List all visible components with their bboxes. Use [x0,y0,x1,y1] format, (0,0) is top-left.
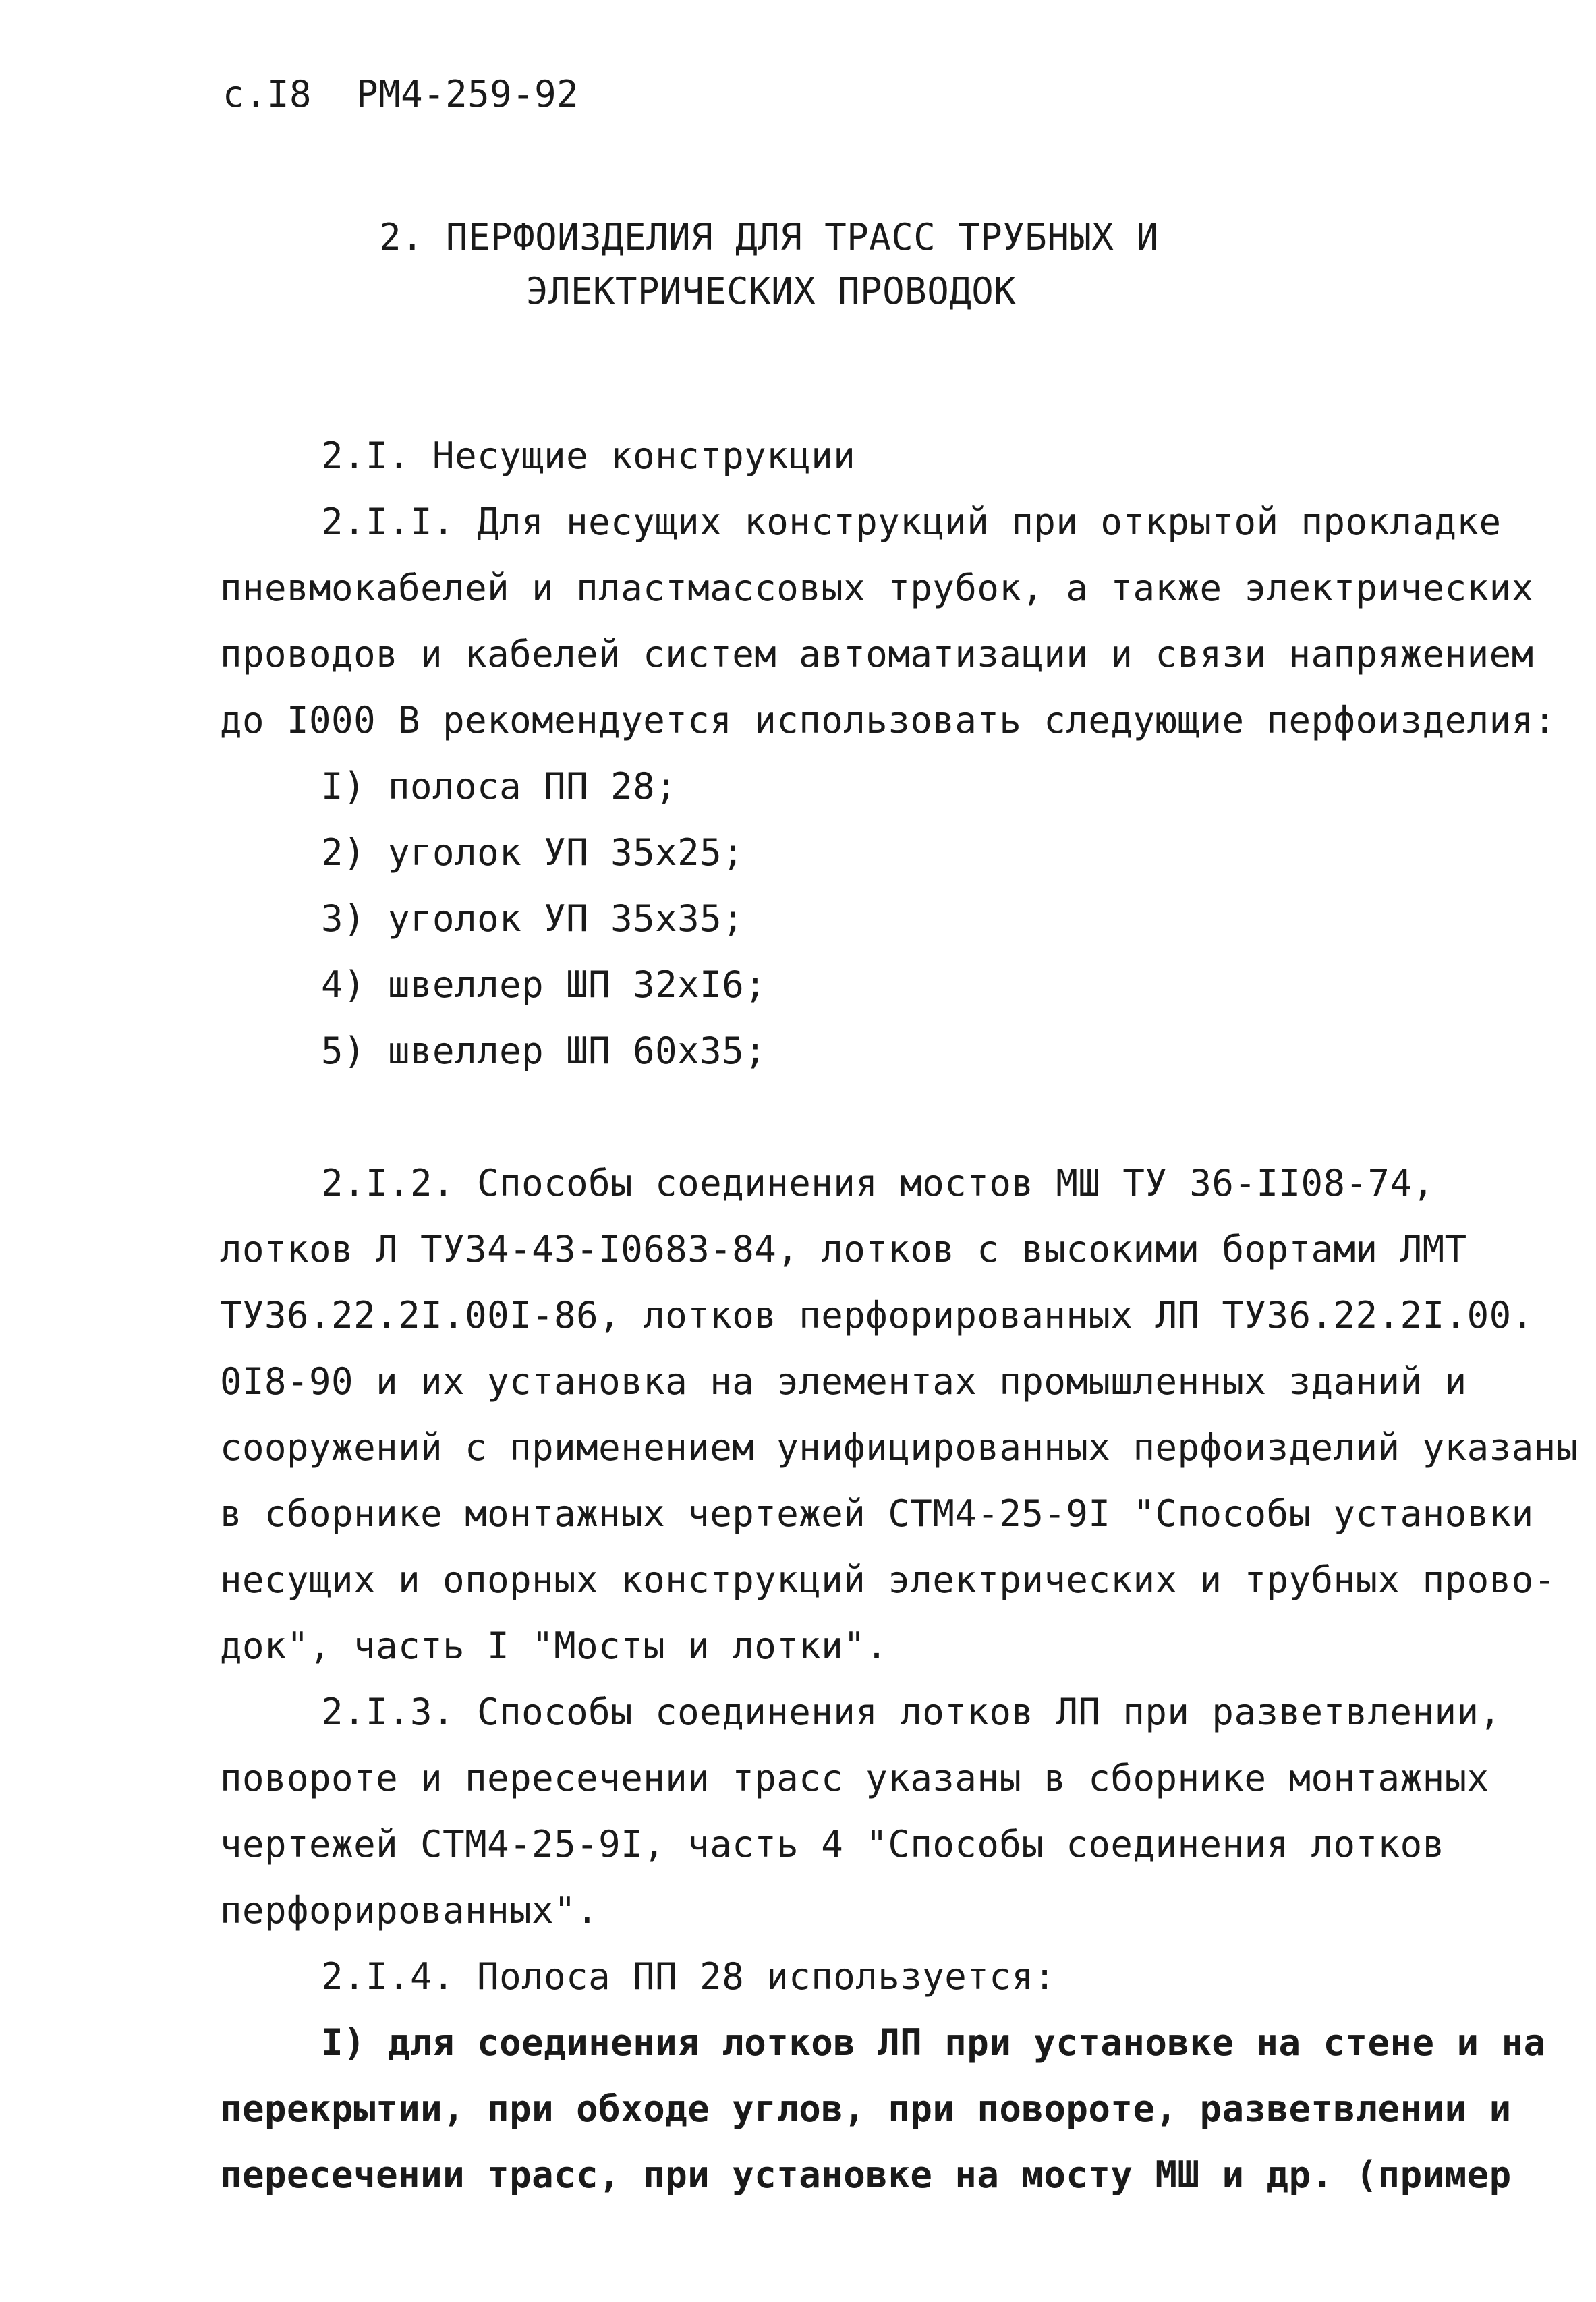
paragraph-line: несущих и опорных конструкций электрических и трубных прово- [220,1559,1556,1601]
paragraph-line: 2.I.3. Способы соединения лотков ЛП при разветвлении, [321,1691,1502,1733]
paragraph-line: док", часть I "Мосты и лотки". [220,1625,888,1667]
paragraph-line: до I000 В рекомендуется использовать следующие перфоизделия: [220,699,1556,741]
page-header: с.I8 РМ4-259-92 [223,73,579,115]
paragraph-line: ТУ36.22.2I.00I-86, лотков перфорированных ЛП ТУ36.22.2I.00. [220,1294,1534,1337]
paragraph-line: в сборнике монтажных чертежей СТМ4-25-9I "Способы установки [220,1492,1534,1535]
paragraph-line: 2.I.2. Способы соединения мостов МШ ТУ 36-II08-74, [321,1162,1435,1204]
paragraph-line: сооружений с применением унифицированных перфоизделий указаны [220,1426,1578,1469]
subsection-heading: 2.I. Несущие конструкции [321,434,856,477]
list-item: 3) уголок УП 35х35; [321,897,745,940]
list-item: 5) швеллер ШП 60х35; [321,1030,767,1072]
paragraph-line: I) для соединения лотков ЛП при установке на стене и на [321,2021,1546,2064]
paragraph-line: лотков Л ТУ34-43-I0683-84, лотков с высокими бортами ЛМТ [220,1228,1467,1270]
paragraph-line: чертежей СТМ4-25-9I, часть 4 "Способы соединения лотков [220,1823,1445,1865]
paragraph-line: перфорированных". [220,1889,599,1932]
list-item: 2) уголок УП 35х25; [321,831,745,874]
paragraph-line: пересечении трасс, при установке на мосту МШ и др. (пример [220,2154,1512,2196]
paragraph-line: перекрытии, при обходе углов, при повороте, разветвлении и [220,2087,1512,2130]
paragraph-line: 2.I.I. Для несущих конструкций при открытой прокладке [321,501,1502,543]
paragraph-heading: 2.I.4. Полоса ПП 28 используется: [321,1955,1056,1998]
list-item: 4) швеллер ШП 32хI6; [321,963,767,1006]
paragraph-line: 0I8-90 и их установка на элементах промышленных зданий и [220,1360,1467,1403]
paragraph-line: пневмокабелей и пластмассовых трубок, а также электрических [220,567,1534,609]
section-title-line-2: ЭЛЕКТРИЧЕСКИХ ПРОВОДОК [526,270,1017,312]
section-title-line-1: 2. ПЕРФОИЗДЕЛИЯ ДЛЯ ТРАСС ТРУБНЫХ И [379,216,1159,258]
list-item: I) полоса ПП 28; [321,765,678,808]
paragraph-line: повороте и пересечении трасс указаны в сборнике монтажных [220,1757,1489,1799]
paragraph-line: проводов и кабелей систем автоматизации и связи напряжением [220,633,1534,675]
